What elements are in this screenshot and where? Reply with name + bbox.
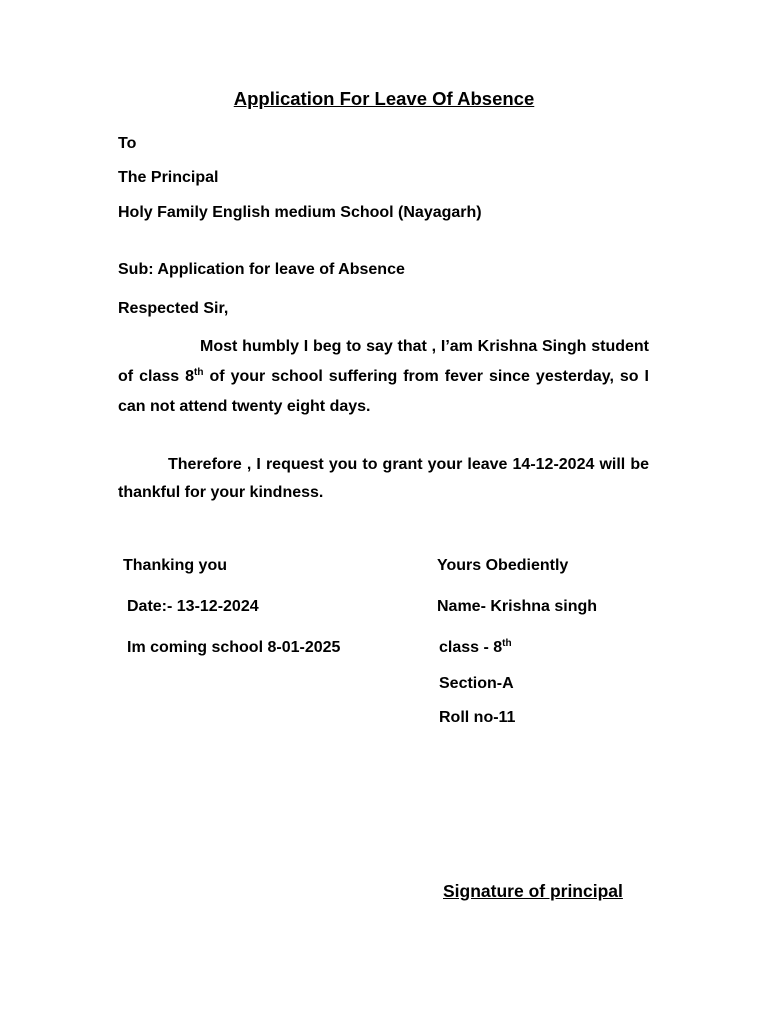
closing-return-note: Im coming school 8-01-2025 — [127, 639, 341, 656]
principal-signature-label: Signature of principal — [443, 881, 623, 901]
address-recipient: The Principal — [118, 169, 219, 186]
student-section: Section-A — [439, 675, 514, 692]
body-paragraph-1 — [118, 332, 649, 422]
body-p1-superscript: th — [194, 367, 204, 378]
student-name: Name- Krishna singh — [437, 598, 598, 615]
closing-sign-off: Yours Obediently — [437, 557, 569, 574]
body-p1-text-a: Most humbly I beg to say that , I’am Krishna Singh student of class 8 — [118, 338, 649, 385]
student-class — [439, 638, 512, 658]
document-title: Application For Leave Of Absence — [233, 88, 535, 109]
body-paragraph-2 — [118, 451, 649, 507]
address-to: To — [118, 135, 137, 152]
body-p1-text-b: of your school suffering from fever since yesterday, so I can not attend twenty eight days. — [118, 368, 649, 415]
student-class-superscript: th — [502, 638, 512, 649]
closing-date: Date:- 13-12-2024 — [127, 598, 259, 615]
student-class-label: class - 8 — [439, 639, 503, 656]
salutation: Respected Sir, — [118, 300, 229, 317]
student-roll: Roll no-11 — [439, 709, 516, 726]
subject-line: Sub: Application for leave of Absence — [118, 261, 405, 278]
body-p2-text: Therefore , I request you to grant your leave 14-12-2024 will be thankful for your kindness. — [118, 456, 649, 501]
closing-thanks: Thanking you — [123, 557, 227, 574]
address-school: Holy Family English medium School (Nayagarh) — [118, 204, 482, 221]
